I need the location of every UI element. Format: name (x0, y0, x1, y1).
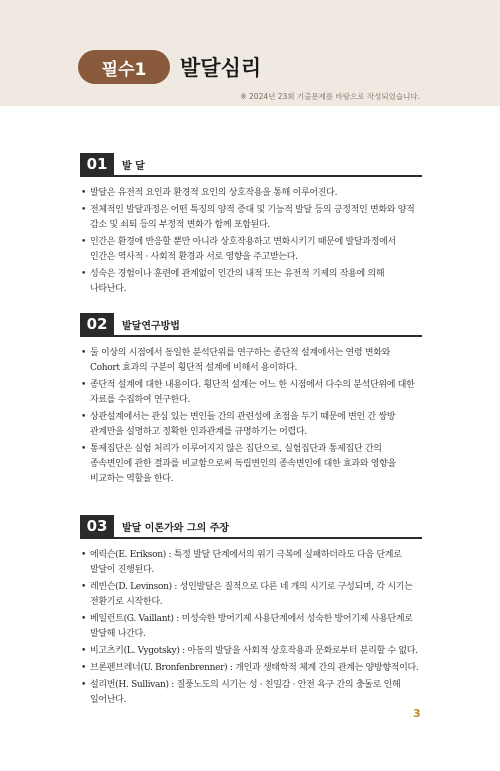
section-number: 02 (80, 313, 114, 335)
list-item: • 전체적인 발달과정은 어떤 특징의 양적 증대 및 기능적 발달 등의 긍정적인 변화와 양적 감소 및 쇠퇴 등의 부정적 변화가 함께 포함된다. (81, 205, 415, 230)
section-02 (80, 313, 422, 489)
list-item: • 브론펜브레너(U. Bronfenbrenner) : 개인과 생태학적 체계 간의 관계는 양방향적이다. (80, 661, 422, 676)
list-item: • 설리번(H. Sullivan) : 질풍노도의 시기는 성 · 친밀감 · 안전 욕구 간의 충돌로 인해 일어난다. (81, 680, 401, 705)
list-item: • 인간은 환경에 반응할 뿐만 아니라 상호작용하고 변화시키기 때문에 발달과정에서 인간은 역사적 · 사회적 환경과 서로 영향을 주고받는다. (81, 237, 396, 262)
section-title: 발달연구방법 (122, 320, 180, 332)
section-number: 03 (80, 515, 114, 537)
bullet-icon: • (81, 680, 87, 690)
section-03 (80, 515, 422, 710)
list-item: • 발달은 유전적 요인과 환경적 요인의 상호작용을 통해 이루어진다. (80, 186, 422, 201)
section-title: 발달 이론가와 그의 주장 (122, 522, 230, 534)
section-number: 01 (80, 153, 114, 175)
source-note: ※ 2024년 23회 기출문제를 바탕으로 작성되었습니다. (240, 92, 420, 101)
bullet-icon: • (81, 646, 87, 656)
chapter-title: 발달심리 (180, 56, 262, 80)
section-01 (80, 153, 422, 299)
list-item: • 레빈슨(D. Levinson) : 성인발달은 질적으로 다른 네 개의 시기로 구성되며, 각 시기는 전환기로 시작한다. (81, 582, 413, 607)
section-title: 발 달 (122, 160, 145, 172)
list-item: • 상관설계에서는 관심 있는 변인들 간의 관련성에 초점을 두기 때문에 변인 간 쌍방 관계만을 설명하고 정확한 인과관계를 규명하기는 어렵다. (81, 412, 396, 437)
bullet-icon: • (81, 269, 87, 279)
page-number: 3 (413, 707, 421, 720)
bullet-icon: • (81, 348, 87, 358)
header-band (0, 0, 500, 106)
list-item: • 통제집단은 실험 처리가 이루어지지 않은 집단으로, 실험집단과 통제집단 간의 종속변인에 관한 결과를 비교함으로써 독립변인의 종속변인에 대한 효과와 영향을 비교하는 역할을 한다. (81, 444, 396, 484)
list-item: • 종단적 설계에 대한 내용이다. 횡단적 설계는 어느 한 시점에서 다수의 분석단위에 대한 자료를 수집하여 연구한다. (81, 380, 415, 405)
list-item: • 둘 이상의 시점에서 동일한 분석단위를 연구하는 종단적 설계에서는 연령 변화와 Cohort 효과의 구분이 횡단적 설계에 비해서 용이하다. (81, 348, 391, 373)
list-item: • 에릭슨(E. Erikson) : 특정 발달 단계에서의 위기 극복에 실패하더라도 다음 단계로 발달이 진행된다. (81, 550, 402, 575)
list-item: • 성숙은 경험이나 훈련에 관계없이 인간의 내적 또는 유전적 기제의 작용에 의해 나타난다. (81, 269, 385, 294)
bullet-icon: • (81, 188, 87, 198)
bullet-icon: • (81, 444, 87, 454)
bullet-icon: • (81, 663, 87, 673)
section-header (80, 313, 422, 337)
bullet-icon: • (81, 237, 87, 247)
bullet-icon: • (81, 550, 87, 560)
bullet-icon: • (81, 412, 87, 422)
bullet-icon: • (81, 614, 87, 624)
bullet-icon: • (81, 205, 87, 215)
chapter-label: 필수1 (78, 50, 170, 84)
list-item: • 비고츠키(L. Vygotsky) : 아동의 발달을 사회적 상호작용과 문화로부터 분리할 수 없다. (80, 644, 422, 659)
list-item: • 베일런트(G. Vaillant) : 미성숙한 방어기제 사용단계에서 성숙한 방어기제 사용단계로 발달해 나간다. (81, 614, 413, 639)
section-header (80, 515, 422, 539)
bullet-icon: • (81, 380, 87, 390)
bullet-icon: • (81, 582, 87, 592)
section-header (80, 153, 422, 177)
